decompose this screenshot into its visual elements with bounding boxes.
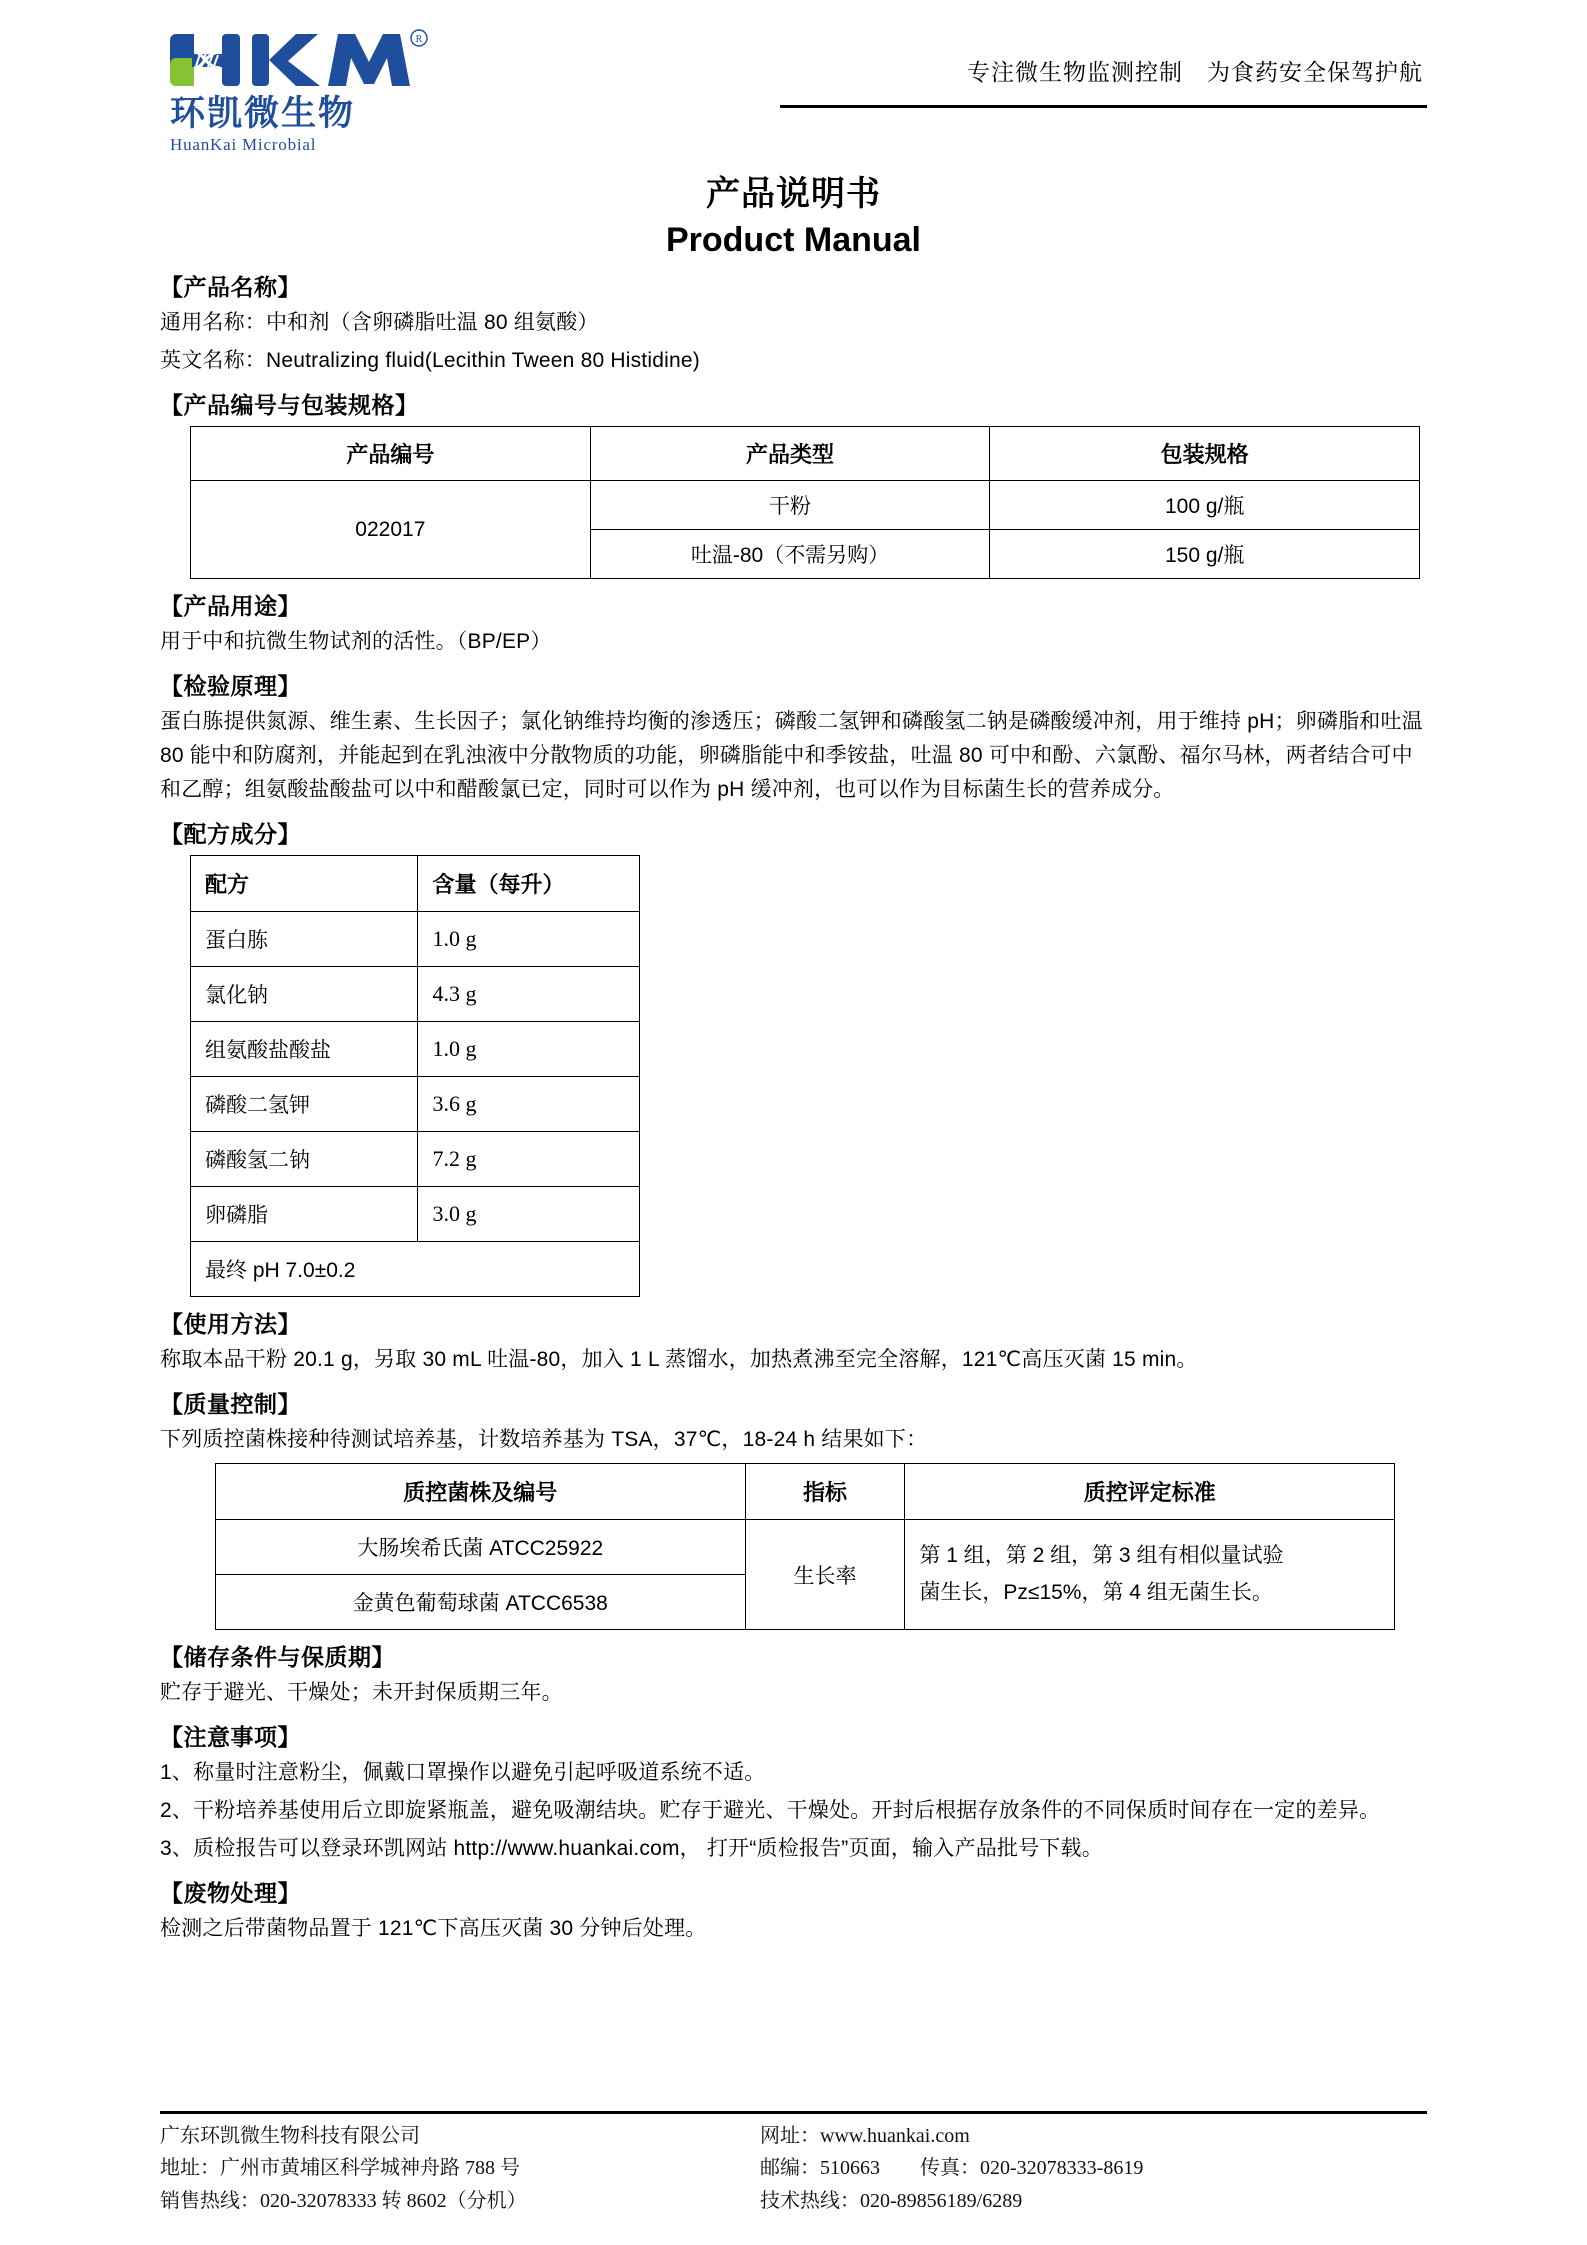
section-heading-product-name: 【产品名称】 [160, 274, 301, 300]
spec-type-1: 干粉 [590, 481, 990, 530]
formula-col-amount: 含量（每升） [418, 856, 640, 912]
generic-name-text: 通用名称：中和剂（含卵磷脂吐温 80 组氨酸） [160, 311, 599, 334]
spec-col-type: 产品类型 [590, 427, 990, 481]
formula-amount-1: 4.3 g [418, 967, 640, 1022]
waste-text: 检测之后带菌物品置于 121℃下高压灭菌 30 分钟后处理。 [160, 1917, 707, 1941]
table-row [216, 1520, 1395, 1575]
hkm-logo-icon [170, 28, 440, 94]
footer-tech-hotline: 技术热线：020-89856189/6289 [760, 2189, 1023, 2212]
page-footer [160, 2111, 1427, 2217]
spec-table [190, 426, 1420, 579]
formula-name-0: 蛋白胨 [191, 912, 418, 967]
formula-amount-4: 7.2 g [418, 1132, 640, 1187]
page-title-en: Product Manual [665, 221, 922, 259]
formula-amount-5: 3.0 g [418, 1187, 640, 1242]
qc-criteria [905, 1520, 1395, 1630]
qc-strain-0: 大肠埃希氏菌 ATCC25922 [216, 1520, 746, 1575]
quality-control-intro: 下列质控菌株接种待测试培养基，计数培养基为 TSA，37℃，18-24 h 结果如下： [160, 1428, 928, 1452]
logo-company-en: HuanKai Microbial [170, 134, 317, 154]
svg-text:R: R [415, 34, 423, 45]
spec-col-code: 产品编号 [191, 427, 591, 481]
principle-text: 蛋白胨提供氮源、维生素、生长因子；氯化钠维持均衡的渗透压；磷酸二氢钾和磷酸氢二钠是磷酸缓冲剂，用于维持 pH；卵磷脂和吐温 80 能中和防腐剂，并能起到在乳浊液中分散物质的功能，卵磷脂能中和季铵盐，吐温 80 可中和酚、六氯酚、福尔马林，两者结合可中和乙醇；组氨酸盐酸盐可以中和醋酸氯已定，同时可以作为 pH 缓冲剂，也可以作为目标菌生长的营养成分。 [160, 710, 1423, 802]
formula-name-5: 卵磷脂 [191, 1187, 418, 1242]
english-name-text: 英文名称：Neutralizing fluid(Lecithin Tween 80 Histidine) [160, 349, 700, 373]
spec-type-2: 吐温-80（不需另购） [590, 530, 990, 579]
quality-control-table [215, 1463, 1395, 1630]
spec-col-package: 包装规格 [990, 427, 1420, 481]
formula-amount-0: 1.0 g [418, 912, 640, 967]
spec-product-code: 022017 [191, 481, 591, 579]
note-item-3: 3、质检报告可以登录环凯网站 http://www.huankai.com， 打开“质检报告”页面，输入产品批号下载。 [160, 1837, 1103, 1861]
formula-name-1: 氯化钠 [191, 967, 418, 1022]
page-header [160, 0, 1427, 154]
footer-left-column [160, 2120, 760, 2217]
storage-text: 贮存于避光、干燥处；未开封保质期三年。 [160, 1681, 563, 1705]
table-header-row [191, 856, 640, 912]
spec-package-1: 100 g/瓶 [990, 481, 1420, 530]
formula-final-ph: 最终 pH 7.0±0.2 [191, 1242, 640, 1297]
method-text: 称取本品干粉 20.1 g，另取 30 mL 吐温-80，加入 1 L 蒸馏水，加热煮沸至完全溶解，121℃高压灭菌 15 min。 [160, 1348, 1198, 1372]
table-header-row [216, 1464, 1395, 1520]
note-item-2: 2、干粉培养基使用后立即旋紧瓶盖，避免吸潮结块。贮存于避光、干燥处。开封后根据存放条件的不同保质时间存在一定的差异。 [160, 1799, 1381, 1823]
page-title-cn: 产品说明书 [706, 175, 881, 213]
table-row [191, 967, 640, 1022]
section-heading-method: 【使用方法】 [160, 1311, 301, 1338]
qc-col-criteria: 质控评定标准 [905, 1464, 1395, 1520]
footer-company-name: 广东环凯微生物科技有限公司 [160, 2124, 420, 2147]
formula-name-3: 磷酸二氢钾 [191, 1077, 418, 1132]
header-tagline: 专注微生物监测控制 为食药安全保驾护航 [967, 59, 1423, 85]
section-heading-formula: 【配方成分】 [160, 821, 301, 848]
company-logo [170, 28, 460, 155]
footer-website: 网址：www.huankai.com [760, 2124, 970, 2147]
spec-package-2: 150 g/瓶 [990, 530, 1420, 579]
qc-indicator: 生长率 [745, 1520, 905, 1630]
section-heading-purpose: 【产品用途】 [160, 593, 301, 620]
formula-name-4: 磷酸氢二钠 [191, 1132, 418, 1187]
table-row [191, 1077, 640, 1132]
section-heading-principle: 【检验原理】 [160, 673, 301, 700]
section-heading-notes: 【注意事项】 [160, 1724, 301, 1751]
footer-contact-grid [160, 2120, 1427, 2217]
section-heading-spec: 【产品编号与包装规格】 [160, 392, 419, 419]
table-header-row [191, 427, 1420, 481]
header-divider [780, 105, 1427, 108]
section-heading-quality-control: 【质量控制】 [160, 1391, 301, 1418]
note-item-1: 1、称量时注意粉尘，佩戴口罩操作以避免引起呼吸道系统不适。 [160, 1761, 766, 1785]
footer-address: 地址：广州市黄埔区科学城神舟路 788 号 [160, 2157, 520, 2180]
table-row-final-ph [191, 1242, 640, 1297]
formula-name-2: 组氨酸盐酸盐 [191, 1022, 418, 1077]
qc-strain-1: 金黄色葡萄球菌 ATCC6538 [216, 1575, 746, 1630]
table-row [191, 1187, 640, 1242]
table-row [191, 912, 640, 967]
header-tagline-area [460, 28, 1427, 108]
footer-sales-hotline: 销售热线：020-32078333 转 8602（分机） [160, 2189, 527, 2212]
section-heading-storage: 【储存条件与保质期】 [160, 1644, 395, 1671]
section-heading-waste: 【废物处理】 [160, 1880, 301, 1907]
logo-company-cn: 环凯微生物 [170, 94, 356, 133]
formula-col-name: 配方 [191, 856, 418, 912]
purpose-text: 用于中和抗微生物试剂的活性。（BP/EP） [160, 630, 552, 654]
table-row [191, 1132, 640, 1187]
table-row [191, 481, 1420, 530]
footer-divider [160, 2111, 1427, 2114]
qc-criteria-line-2: 菌生长，Pz≤15%，第 4 组无菌生长。 [919, 1580, 1273, 1604]
formula-table [190, 855, 640, 1297]
qc-criteria-line-1: 第 1 组，第 2 组，第 3 组有相似量试验 [919, 1543, 1284, 1567]
footer-postcode-fax: 邮编：510663 传真：020-32078333-8619 [760, 2157, 1144, 2180]
formula-amount-2: 1.0 g [418, 1022, 640, 1077]
table-row [191, 1022, 640, 1077]
qc-col-indicator: 指标 [745, 1464, 905, 1520]
formula-amount-3: 3.6 g [418, 1077, 640, 1132]
qc-col-strain: 质控菌株及编号 [216, 1464, 746, 1520]
footer-right-column [760, 2120, 1427, 2217]
